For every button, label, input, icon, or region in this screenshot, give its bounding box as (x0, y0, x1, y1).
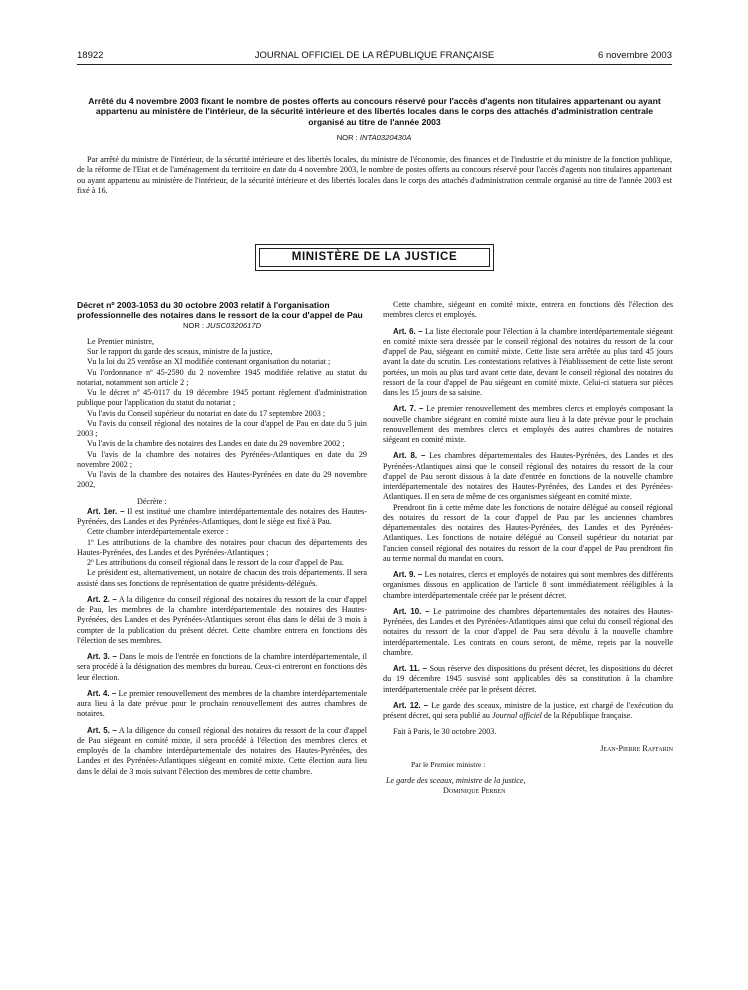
preamble-line: Vu la loi du 25 ventôse an XI modifiée contenant organisation du notariat ; (87, 357, 331, 367)
decret-nor (77, 321, 367, 331)
preamble-line: Vu l'avis de la chambre des notaires des Pyrénées-Atlantiques en date du 29 novembre 2002 ; (77, 449, 367, 469)
preamble-line: Vu l'avis du Conseil supérieur du notariat en date du 17 septembre 2003 ; (87, 408, 326, 418)
article-label: Art. 5. – (87, 725, 117, 735)
article-8 (383, 451, 673, 502)
by-prime-minister: Par le Premier ministre : (411, 759, 486, 769)
article-12 (383, 701, 673, 722)
countersignatory: Dominique Perben (443, 786, 506, 796)
signatory: Jean-Pierre Raffarin (600, 743, 673, 753)
article-paragraph: Le président est, alternativement, un notaire de chacun des trois départements. Il sera assisté dans ses fonctions de représentation de quatre présidents-délégués. (77, 568, 367, 588)
preamble-line: Vu l'avis de la chambre des notaires des Landes en date du 29 novembre 2002 ; (87, 439, 345, 449)
article-text: Le premier renouvellement des membres de la chambre interdépartementale aura lieu à la date prévue pour le prochain renouvellement des autres chambres de notaires. (77, 688, 367, 719)
article-10 (383, 607, 673, 658)
preamble-line: Le Premier ministre, (87, 336, 155, 346)
article-paragraph: Cette chambre interdépartementale exerce : (87, 527, 229, 537)
decret-title: Décret nº 2003-1053 du 30 octobre 2003 relatif à l'organisation professionnelle des notaires dans le ressort de la cour d'appel de Pau (77, 300, 363, 321)
article-label: Art. 2. – (87, 594, 117, 604)
article-text: Le garde des sceaux, ministre de la justice, est chargé de l'exécution du présent décret, qui sera publié au (383, 700, 674, 720)
article-paragraph: Prendront fin à cette même date les fonctions de notaire délégué au conseil régional des notaires du ressort de la cour d'appel de Pau par les anciennes chambres départementales des notaires des Hautes-Pyrénées, des Landes et des Pyrénées-Atlantiques. Les fonctions de notaire délégué au Conseil supérieur du notariat par l'ancien conseil régional des notaires du ressort de la cour d'appel de Pau prendront fin au terme normal du mandat en cours. (383, 502, 673, 563)
article-text: A la diligence du conseil régional des notaires du ressort de la cour d'appel de Pau, les membres de la chambre interdépartementale des notaires des Hautes-Pyrénées, des Landes et des Pyrénées-Atlantiques seront élus dans le délai de 3 mois à compter de la publication du présent décret. Cette chambre entrera en fonctions dès l'élection de ses membres. (77, 594, 367, 645)
running-header (77, 50, 672, 65)
arrete-title: Arrêté du 4 novembre 2003 fixant le nombre de postes offerts au concours réservé pour l'accès d'agents non titulaires appartenant ou ayant appartenu au ministère de l'intérieur, de la sécurité intérieure et des libertés locales dans le corps des attachés d'administration centrale organisé au titre de l'année 2003 (88, 96, 661, 127)
preamble-line: Vu l'avis du conseil régional des notaires de la cour d'appel de Pau en date du 5 juin 2003 ; (77, 418, 367, 439)
preamble-line: Sur le rapport du garde des sceaux, ministre de la justice, (87, 347, 273, 357)
ministry-box (255, 244, 494, 271)
decrete: Décrète : (137, 496, 167, 506)
article-label: Art. 4. – (87, 688, 117, 698)
article-label: Art. 7. – (393, 404, 424, 414)
garde-des-sceaux-title: Le garde des sceaux, ministre de la justice, (386, 776, 526, 785)
article-paragraph: 1º Les attributions de la chambre des notaires pour chacun des départements des Hautes-Pyrénées, des Landes et des Pyrénées-Atlantiques ; (77, 537, 367, 557)
nor-code: JUSC0320617D (206, 320, 262, 330)
article-label: Art. 6. – (393, 326, 423, 336)
left-column (77, 300, 367, 777)
article-2 (77, 595, 367, 646)
article-6 (383, 327, 673, 399)
article-label: Art. 8. – (393, 451, 426, 461)
issue-date: 6 novembre 2003 (598, 50, 672, 61)
article-text: Le premier renouvellement des membres clercs et employés composant la nouvelle chambre siégeant en comité mixte aura lieu à la date prévue pour le prochain renouvellement des membres clercs et employés des autres chambres de notaires siégeant en comité mixte. (383, 404, 673, 444)
article-5 (77, 726, 367, 777)
article-label: Art. 11. – (393, 664, 427, 673)
article-3 (77, 652, 367, 683)
article-text: Le patrimoine des chambres départementales des notaires des Hautes-Pyrénées, des Landes et des Pyrénées-Atlantiques ainsi que celui du conseil régional des notaires du ressort de la cour d'appel de Pau sera dévolu à la nouvelle chambre interdépartementale. Les contrats en cours seront, de même, repris par la nouvelle chambre. (383, 606, 674, 657)
preamble-line: Vu l'ordonnance nº 45-2590 du 2 novembre 1945 modifiée relative au statut du notariat, notamment son article 2 ; (77, 367, 367, 387)
page-number: 18922 (77, 50, 104, 61)
article-9 (383, 570, 673, 601)
article-label: Art. 3. – (87, 652, 117, 662)
nor-code: INTA0320430A (359, 133, 412, 142)
preamble-line: Vu le décret nº 45-0117 du 19 décembre 1945 portant règlement d'administration publique pour l'application du statut du notariat ; (77, 388, 367, 408)
article-label: Art. 12. – (393, 700, 429, 710)
article-text: Les notaires, clercs et employés de notaires qui sont membres des différents organismes dissous en application de l'article 8 sont immédiatement rééligibles à la chambre interdépartementale créée par le présent décret. (383, 570, 673, 600)
nor-label: NOR : (336, 133, 358, 142)
article-7 (383, 404, 673, 445)
journal-title: JOURNAL OFFICIEL DE LA RÉPUBLIQUE FRANÇAISE (254, 50, 495, 61)
article-4 (77, 689, 367, 720)
arrete-nor (0, 133, 748, 142)
article-text: A la diligence du conseil régional des notaires du ressort de la cour d'appel de Pau siégeant en comité mixte, il sera procédé à l'élection des membres clercs et employés de la chambre interdépartementale des notaires des Hautes-Pyrénées, des Landes et des Pyrénées-Atlantiques siégeant en comité mixte. Cette élection aura lieu dans le délai de 3 mois suivant l'élection des membres de cette chambre. (77, 725, 367, 776)
article-text: Les chambres départementales des Hautes-Pyrénées, des Landes et des Pyrénées-Atlantiques ainsi que le conseil régional des notaires du ressort de la cour d'appel de Pau seront dissous à la date d'entrée en fonctions de la nouvelle chambre interdépartementale des notaires des Hautes-Pyrénées, des Landes et des Pyrénées-Atlantiques. Il en sera de même de ces organismes siégeant en comité mixte. (383, 451, 673, 502)
article-text: de la République française. (543, 711, 633, 720)
article-paragraph: Cette chambre, siégeant en comité mixte, entrera en fonctions dès l'élection des membres clercs et employés. (383, 300, 673, 320)
article-label: Art. 10. – (393, 606, 430, 616)
article-text: Il est institué une chambre interdépartementale des notaires des Hautes-Pyrénées, des Landes et des Pyrénées-Atlantiques, dont le siège est fixé à Pau. (77, 506, 368, 527)
article-text: Dans le mois de l'entrée en fonctions de la chambre interdépartementale, il sera procédé à la désignation des membres du bureau. Ceux-ci entreront en fonctions dès leur élection. (77, 652, 367, 682)
arrete-body: Par arrêté du ministre de l'intérieur, de la sécurité intérieure et des libertés locales, du ministre de l'économie, des finances et de l'industrie et du ministre de la fonction publique, de la réforme de l'Etat et de l'aménagement du territoire en date du 4 novembre 2003, le nombre de postes offerts au concours réservé pour l'accès d'agents non titulaires appartenant ou ayant appartenu au ministère de l'intérieur, de la sécurité intérieure et des libertés locales dans le corps des attachés d'administration centrale organisé au titre de l'année 2003 est fixé à 16. (77, 155, 672, 195)
article-label: Art. 9. – (393, 570, 423, 579)
nor-label: NOR : (182, 320, 205, 330)
article-text: La liste électorale pour l'élection à la chambre interdépartementale siégeant en comité mixte sera dressée par le conseil régional des notaires du ressort de la cour d'appel de Pau, siégeant en comité mixte. Cette liste sera arrêtée au plus tard 45 jours avant la date du scrutin. Les contestations relatives à l'établissement de cette liste seront portées, un mois au plus tard avant cette date, devant le conseil régional des notaires du ressort de la cour d'appel de Pau siégeant en comité mixte. Celui-ci statuera sur pièces dans les 15 jours de sa saisine. (383, 326, 674, 397)
right-column (383, 300, 673, 797)
article-paragraph: 2º Les attributions du conseil régional dans le ressort de la cour d'appel de Pau. (87, 558, 344, 568)
ministry-title: MINISTÈRE DE LA JUSTICE (259, 248, 490, 267)
article-text: Sous réserve des dispositions du présent décret, les dispositions du décret du 19 décembre 1945 susvisé sont applicables dès sa constitution à la chambre interdépartementale créée par le présent décret. (383, 664, 673, 694)
journal-officiel-ref: Journal officiel (491, 711, 542, 720)
done-at: Fait à Paris, le 30 octobre 2003. (393, 727, 497, 737)
article-1 (77, 507, 367, 528)
preamble-line: Vu l'avis de la chambre des notaires des Hautes-Pyrénées en date du 29 novembre 2002, (77, 470, 367, 490)
article-11 (383, 664, 673, 695)
article-label: Art. 1er. – (87, 506, 125, 516)
